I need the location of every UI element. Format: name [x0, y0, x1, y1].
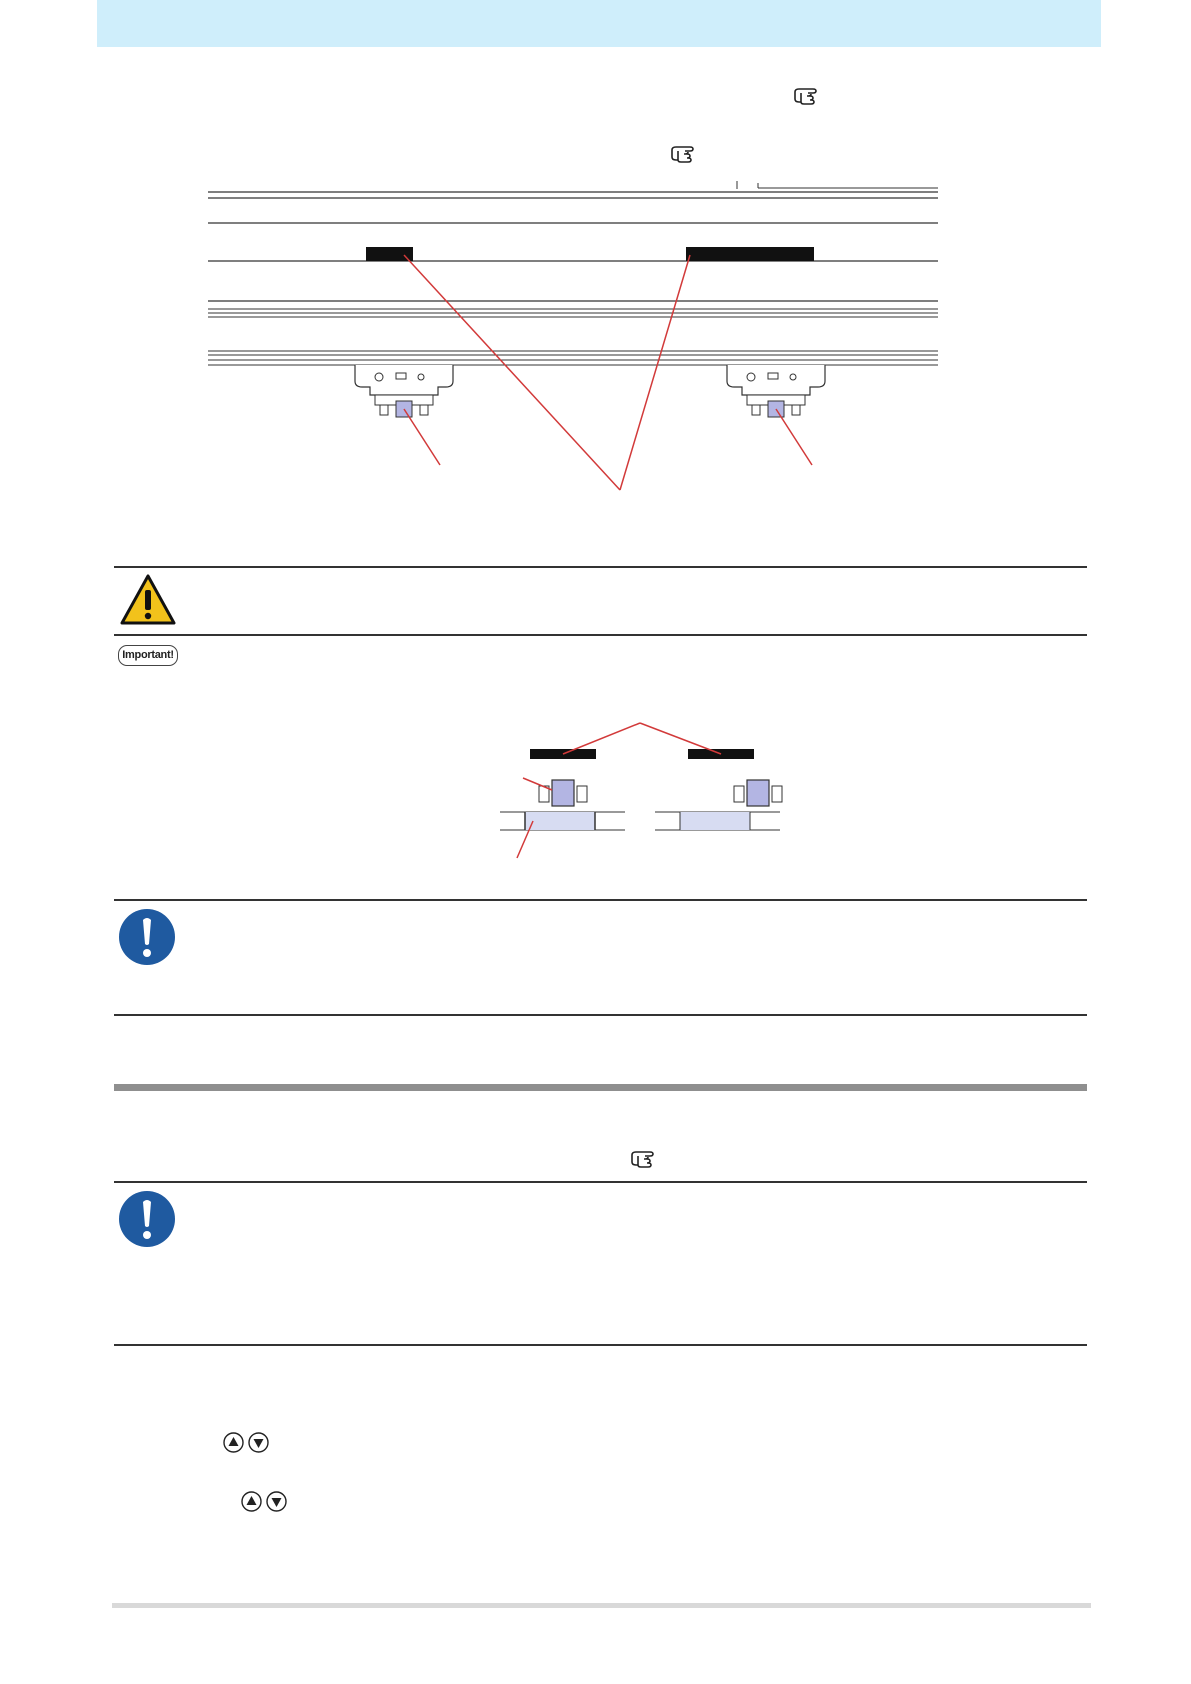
pointing-hand-icon[interactable]: [793, 86, 823, 106]
section-divider-bar: [114, 1084, 1087, 1091]
caution-top-rule: [114, 566, 1087, 568]
footer-rule: [112, 1603, 1091, 1608]
down-arrow-key-icon[interactable]: [266, 1491, 287, 1512]
roller-position-diagram: [495, 718, 795, 868]
notice-2-top-rule: [114, 1181, 1087, 1183]
caution-bottom-rule: [114, 634, 1087, 636]
exclamation-circle-icon: [118, 908, 176, 966]
warning-triangle-icon: [119, 573, 177, 626]
down-arrow-key-icon[interactable]: [248, 1432, 269, 1453]
notice-2-bottom-rule: [114, 1344, 1087, 1346]
up-arrow-key-icon[interactable]: [241, 1491, 262, 1512]
important-badge: Important!: [118, 645, 178, 666]
machine-diagram: [200, 175, 940, 505]
header-band: [97, 0, 1101, 47]
media-marker-left: [366, 247, 413, 261]
exclamation-circle-icon: [118, 1190, 176, 1248]
notice-1-bottom-rule: [114, 1014, 1087, 1016]
media-marker-right: [686, 247, 814, 261]
pointing-hand-icon[interactable]: [670, 144, 700, 164]
pointing-hand-icon[interactable]: [630, 1149, 660, 1169]
notice-1-top-rule: [114, 899, 1087, 901]
up-arrow-key-icon[interactable]: [223, 1432, 244, 1453]
